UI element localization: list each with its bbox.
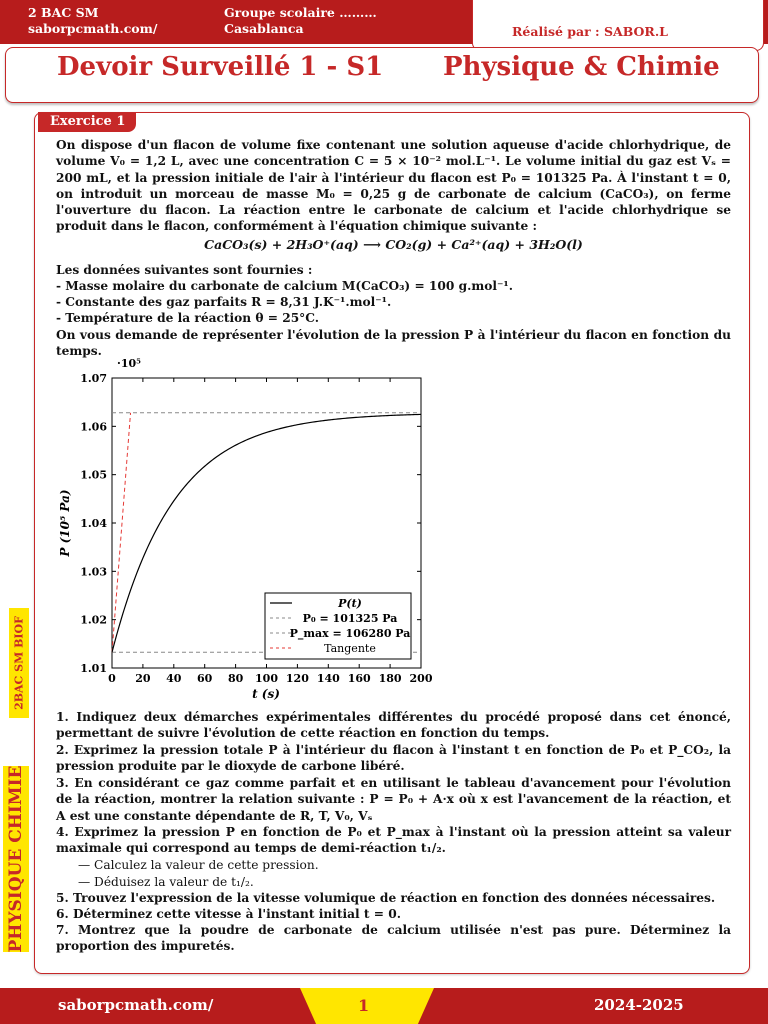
y-tick-label: 1.05 <box>80 468 107 482</box>
x-tick-label: 180 <box>378 672 402 685</box>
y-tick-label: 1.07 <box>80 372 107 385</box>
y-tick-label: 1.02 <box>80 613 107 627</box>
x-tick-label: 100 <box>255 672 278 685</box>
author-label: Réalisé par : SABOR.L <box>512 24 668 39</box>
data-title: Les données suivantes sont fournies : <box>56 263 313 277</box>
question-1: 1. Indiquez deux démarches expérimentales différentes du procédé proposé dans cet énoncé, permettant de suivre l'évolution de cette réaction en fonction du temps. <box>56 710 731 741</box>
question-5: 5. Trouvez l'expression de la vitesse volumique de réaction en fonction des données nécessaires. <box>56 891 716 905</box>
question-6: 6. Déterminez cette vitesse à l'instant initial t = 0. <box>56 907 401 921</box>
y-tick-label: 1.04 <box>80 517 107 530</box>
subject-title: Physique & Chimie <box>443 52 720 82</box>
y-tick-label: 1.03 <box>80 565 107 579</box>
sub-question-a: — Calculez la valeur de cette pression. <box>78 858 319 872</box>
question-3: 3. En considérant ce gaz comme parfait et en utilisant le tableau d'avancement pour l'évolution de la réaction, montrer la relation suivante : P = P₀ + A·x où x est l'avancement de la réaction, et A est une constante dépendante de R, T, V₀, Vₛ <box>56 776 731 823</box>
level-label: 2 BAC SM <box>28 5 99 20</box>
page-title: Devoir Surveillé 1 - S1 <box>57 52 384 82</box>
x-tick-label: 40 <box>166 672 182 685</box>
pressure-chart <box>60 350 460 710</box>
site-label: saborpcmath.com/ <box>28 21 158 36</box>
footer-site: saborpcmath.com/ <box>58 996 214 1014</box>
school-label: Groupe scolaire ……… <box>224 5 377 20</box>
legend-p0: P₀ = 101325 Pa <box>302 612 398 625</box>
x-tick-label: 120 <box>285 672 309 685</box>
data-temperature: - Température de la réaction θ = 25°C. <box>56 311 320 325</box>
question-2: 2. Exprimez la pression totale P à l'intérieur du flacon à l'instant t en fonction de P₀ et P_CO₂, la pression produite par le dioxyde de carbone libéré. <box>56 743 731 774</box>
side-label-small <box>9 608 29 718</box>
x-tick-label: 60 <box>197 672 213 685</box>
y-tick-label: 1.06 <box>80 420 107 434</box>
chart-legend <box>265 593 411 659</box>
reaction-equation: CaCO₃(s) + 2H₃O⁺(aq) ⟶ CO₂(g) + Ca²⁺(aq) + 3H₂O(l) <box>204 237 583 252</box>
legend-curve: P(t) <box>338 597 362 610</box>
y-axis-label: P (10⁵ Pa) <box>58 489 72 557</box>
question-7: 7. Montrez que la poudre de carbonate de calcium utilisée n'est pas pure. Déterminez la proportion des impuretés. <box>56 923 731 954</box>
footer-year: 2024-2025 <box>594 996 684 1014</box>
x-tick-label: 20 <box>135 672 151 685</box>
x-tick-label: 0 <box>108 672 116 685</box>
legend-tangent: Tangente <box>324 642 376 655</box>
page-number: 1 <box>358 996 370 1015</box>
side-label-big-text: PHYSIQUE CHIMIE <box>6 765 26 953</box>
side-label-big <box>3 766 29 952</box>
data-ask: On vous demande de représenter l'évolution de la pression P à l'intérieur du flacon en fonction du temps. <box>56 328 731 359</box>
x-tick-label: 200 <box>409 672 433 685</box>
x-axis-label: t (s) <box>252 687 280 701</box>
sub-question-b: — Déduisez la valeur de t₁/₂. <box>78 875 254 889</box>
tangent-line <box>112 413 131 652</box>
x-tick-label: 140 <box>316 672 340 685</box>
data-gas-constant: - Constante des gaz parfaits R = 8,31 J.K⁻¹.mol⁻¹. <box>56 295 392 309</box>
legend-pmax: P_max = 106280 Pa <box>289 627 411 640</box>
x-tick-label: 80 <box>227 672 244 685</box>
y-multiplier: ·10⁵ <box>117 357 141 370</box>
y-tick-label: 1.01 <box>80 662 107 675</box>
intro-paragraph: On dispose d'un flacon de volume fixe contenant une solution aqueuse d'acide chlorhydrique, de volume V₀ = 1,2 L, avec une concentration C = 5 × 10⁻² mol.L⁻¹. Le volume initial du gaz est Vₛ = 200 mL, et la pression initiale de l'air à l'intérieur du flacon est P₀ = 101325 Pa. À l'instant t = 0, on introduit un morceau de masse M₀ = 0,25 g de carbonate de calcium (CaCO₃), on ferme l'ouverture du flacon. La réaction entre le carbonate de calcium et l'acide chlorhydrique se produit dans le flacon, conformément à l'équation chimique suivante : <box>56 138 731 234</box>
x-tick-label: 160 <box>347 672 371 685</box>
side-label-small-text: 2BAC SM BIOF <box>12 616 26 710</box>
question-4: 4. Exprimez la pression P en fonction de P₀ et P_max à l'instant où la pression atteint sa valeur maximale qui correspond au temps de demi-réaction t₁/₂. <box>56 825 731 856</box>
data-molar-mass: - Masse molaire du carbonate de calcium M(CaCO₃) = 100 g.mol⁻¹. <box>56 279 514 293</box>
city-label: Casablanca <box>224 21 304 36</box>
exercise-tag: Exercice 1 <box>38 112 136 132</box>
